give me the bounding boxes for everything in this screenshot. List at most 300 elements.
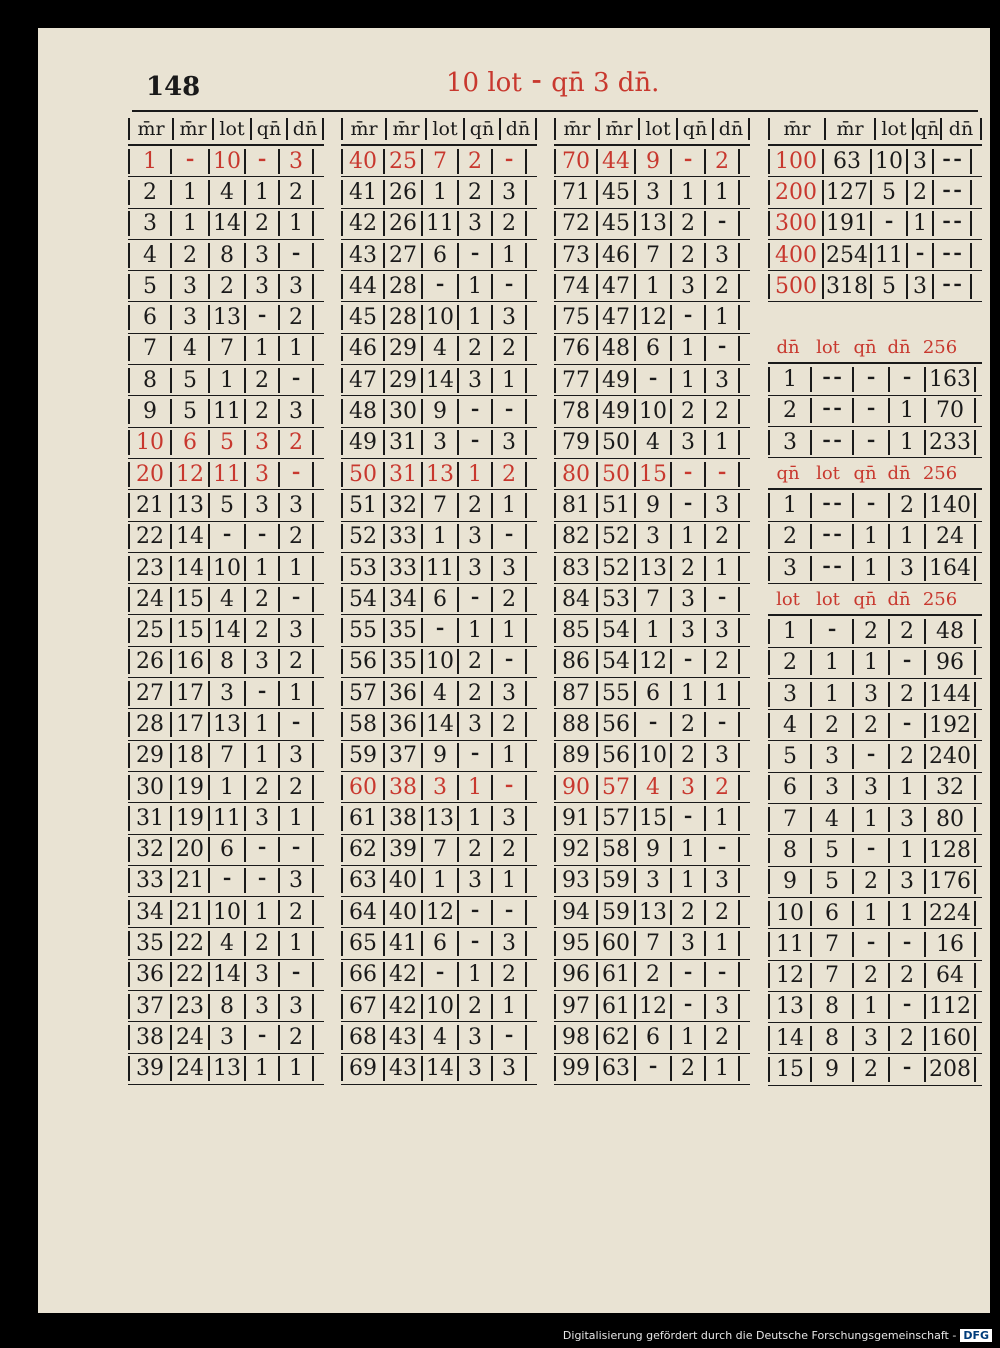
table-cell: 8 (128, 368, 170, 393)
table-cell: 2 (278, 430, 314, 455)
header-cell: qn̄ (250, 118, 286, 140)
table-cell: 9 (634, 837, 670, 862)
table-cell: 1 (670, 368, 704, 393)
table-cell: 36 (383, 681, 421, 706)
table-row (554, 615, 750, 646)
credit-text: Digitalisierung gefördert durch die Deutsche Forschungsgemeinschaft - (562, 1329, 957, 1342)
table-cell: 1 (852, 524, 888, 549)
table-cell: 2 (670, 900, 704, 925)
table-cell: ⁃ (870, 211, 906, 236)
table-cell: 10 (634, 399, 670, 424)
table-row (341, 928, 537, 959)
table-row (128, 428, 324, 459)
table-cell: 58 (596, 837, 634, 862)
table-cell: 3 (704, 743, 740, 768)
table-cell: ⁃ (208, 868, 244, 893)
table-cell: 79 (554, 430, 596, 455)
table-cell: 3 (634, 524, 670, 549)
table-cell: ⁃ (634, 1056, 670, 1081)
table-cell: 61 (596, 962, 634, 987)
table-cell: 55 (596, 681, 634, 706)
table-cell: 8 (208, 994, 244, 1019)
table-cell: ⁃ (670, 962, 704, 987)
table-row (768, 522, 982, 553)
table-row (128, 1022, 324, 1053)
table-row (341, 522, 537, 553)
header-cell: lot (638, 118, 676, 140)
table-cell: 48 (924, 619, 976, 644)
table-cell: 2 (704, 399, 740, 424)
table-cell: 80 (924, 807, 976, 832)
table-row (768, 773, 982, 804)
table-row (341, 240, 537, 271)
table-cell: 1 (906, 211, 932, 236)
table-cell: 4 (634, 430, 670, 455)
table-cell: 51 (341, 493, 383, 518)
table-cell: 25 (128, 618, 170, 643)
table-cell: 9 (128, 399, 170, 424)
table-cell: 2 (244, 368, 278, 393)
table-row (128, 991, 324, 1022)
table-cell: 1 (852, 556, 888, 581)
table-cell: 15 (768, 1057, 810, 1082)
table-cell: 1 (670, 837, 704, 862)
table-cell: 4 (421, 1025, 457, 1050)
table-cell: 24 (170, 1056, 208, 1081)
table-row (768, 396, 982, 427)
table-cell: 3 (888, 556, 924, 581)
table-column-1 (128, 114, 324, 1085)
column-header (768, 458, 982, 490)
table-cell: 3 (278, 274, 314, 299)
table-row (768, 427, 982, 458)
table-cell: 14 (208, 618, 244, 643)
table-cell: 11 (768, 932, 810, 957)
table-cell: 2 (128, 180, 170, 205)
table-cell: 1 (421, 180, 457, 205)
table-cell: 3 (768, 556, 810, 581)
table-cell: 9 (768, 869, 810, 894)
table-cell: 49 (596, 368, 634, 393)
table-cell: 6 (634, 336, 670, 361)
table-cell: 21 (170, 868, 208, 893)
table-cell: ⁃ (491, 149, 527, 174)
header-cell: lot (816, 462, 840, 484)
table-cell: 1 (670, 868, 704, 893)
table-cell: 27 (383, 243, 421, 268)
table-cell: 20 (170, 837, 208, 862)
table-row (128, 1054, 324, 1085)
table-cell: ⁃ (906, 243, 932, 268)
header-cell: lot (816, 588, 840, 610)
table-cell: 2 (244, 211, 278, 236)
table-row (554, 396, 750, 427)
table-cell: ⁃ (278, 962, 314, 987)
table-row (768, 710, 982, 741)
table-cell: ⁃ (888, 932, 924, 957)
table-cell: 6 (170, 430, 208, 455)
table-column-4 (768, 114, 982, 1086)
table-cell: 88 (554, 712, 596, 737)
page-heading: 10 lot ⁃ qn̄ 3 dn̄. (446, 68, 660, 98)
table-cell: 5 (128, 274, 170, 299)
table-cell: 4 (421, 681, 457, 706)
table-cell: 6 (634, 681, 670, 706)
table-cell: 14 (421, 368, 457, 393)
table-row (341, 459, 537, 490)
table-cell: 75 (554, 305, 596, 330)
table-cell: 70 (924, 398, 976, 423)
table-cell: ⁃ (634, 712, 670, 737)
table-cell: 1 (888, 398, 924, 423)
table-cell: 48 (596, 336, 634, 361)
table-cell: 73 (554, 243, 596, 268)
table-cell: 400 (768, 243, 822, 268)
table-cell: 1 (278, 1056, 314, 1081)
column-header (768, 114, 982, 146)
table-cell: 96 (924, 650, 976, 675)
table-row (128, 240, 324, 271)
table-row (768, 177, 982, 208)
table-row (554, 584, 750, 615)
table-cell: 38 (383, 775, 421, 800)
table-cell: 22 (170, 931, 208, 956)
table-cell: 84 (554, 587, 596, 612)
table-row (768, 961, 982, 992)
table-cell: 3 (208, 681, 244, 706)
table-cell: 6 (421, 931, 457, 956)
table-cell: 14 (208, 962, 244, 987)
table-cell: 2 (670, 712, 704, 737)
table-cell: 1 (810, 650, 852, 675)
table-cell: 140 (924, 493, 976, 518)
table-cell: 318 (822, 274, 870, 299)
table-cell: 20 (128, 462, 170, 487)
table-cell: 24 (128, 587, 170, 612)
table-cell: 3 (491, 305, 527, 330)
table-cell: 2 (634, 962, 670, 987)
table-cell: 4 (810, 807, 852, 832)
table-cell: 9 (421, 399, 457, 424)
table-cell: 13 (768, 994, 810, 1019)
table-cell: 56 (596, 712, 634, 737)
table-cell: 59 (596, 900, 634, 925)
table-cell: 254 (822, 243, 870, 268)
table-cell: 1 (457, 806, 491, 831)
table-cell: 1 (852, 650, 888, 675)
column-header (128, 114, 324, 146)
table-row (554, 146, 750, 177)
table-cell: 3 (244, 493, 278, 518)
table-cell: 3 (906, 149, 932, 174)
table-cell: ⁃ (491, 399, 527, 424)
table-cell: 2 (457, 994, 491, 1019)
table-cell: 3 (128, 211, 170, 236)
table-cell: 3 (244, 962, 278, 987)
table-cell: 6 (421, 587, 457, 612)
table-cell: ⁃⁃ (810, 430, 852, 455)
table-cell: 76 (554, 336, 596, 361)
header-cell: lot (816, 336, 840, 358)
table-cell: 43 (383, 1056, 421, 1081)
table-cell: 2 (208, 274, 244, 299)
table-row (341, 1022, 537, 1053)
table-cell: 4 (421, 336, 457, 361)
table-row (128, 396, 324, 427)
table-cell: 28 (383, 305, 421, 330)
table-cell: 3 (491, 931, 527, 956)
table-cell: ⁃ (704, 462, 740, 487)
header-cell: lot (212, 118, 250, 140)
table-cell: 47 (596, 305, 634, 330)
table-cell: 1 (278, 556, 314, 581)
table-cell: 7 (768, 807, 810, 832)
table-row (341, 960, 537, 991)
table-cell: 63 (596, 1056, 634, 1081)
header-cell: m̄r (128, 118, 172, 140)
table-cell: ⁃ (421, 962, 457, 987)
table-cell: 1 (634, 274, 670, 299)
table-cell: 112 (924, 994, 976, 1019)
table-row (128, 365, 324, 396)
table-cell: 1 (170, 180, 208, 205)
table-cell: 2 (888, 619, 924, 644)
table-cell: 1 (170, 211, 208, 236)
table-cell: 3 (852, 775, 888, 800)
table-cell: 46 (596, 243, 634, 268)
header-cell: m̄r (768, 118, 824, 140)
table-cell: 3 (670, 775, 704, 800)
table-cell: 58 (341, 712, 383, 737)
table-cell: 1 (704, 931, 740, 956)
table-cell: 2 (670, 243, 704, 268)
table-cell: 10 (768, 901, 810, 926)
table-cell: 89 (554, 743, 596, 768)
table-cell: 63 (822, 149, 870, 174)
table-cell: 7 (208, 336, 244, 361)
table-cell: 3 (244, 274, 278, 299)
table-cell: 3 (670, 587, 704, 612)
table-column-2 (341, 114, 537, 1085)
table-cell: 1 (491, 868, 527, 893)
table-cell: ⁃ (421, 618, 457, 643)
table-cell: 52 (596, 556, 634, 581)
table-cell: 1 (457, 775, 491, 800)
table-cell: 80 (554, 462, 596, 487)
table-cell: 52 (341, 524, 383, 549)
table-row (768, 553, 982, 584)
table-cell: 26 (383, 211, 421, 236)
table-cell: 1 (244, 743, 278, 768)
header-cell: m̄r (385, 118, 425, 140)
table-cell: ⁃⁃ (932, 243, 972, 268)
table-cell: 176 (924, 869, 976, 894)
table-row (341, 396, 537, 427)
table-cell: 94 (554, 900, 596, 925)
table-cell: 1 (491, 743, 527, 768)
table-cell: 1 (704, 556, 740, 581)
table-cell: 10 (208, 556, 244, 581)
table-row (341, 428, 537, 459)
table-cell: 62 (341, 837, 383, 862)
table-cell: 1 (888, 838, 924, 863)
table-cell: 14 (170, 556, 208, 581)
table-cell: ⁃ (457, 900, 491, 925)
table-row (768, 679, 982, 710)
table-cell: 50 (596, 430, 634, 455)
table-cell: 22 (128, 524, 170, 549)
table-cell: 3 (457, 556, 491, 581)
table-cell: ⁃ (852, 398, 888, 423)
table-cell: 7 (128, 336, 170, 361)
table-cell: 30 (383, 399, 421, 424)
table-cell: ⁃ (704, 336, 740, 361)
table-row (128, 146, 324, 177)
table-cell: 2 (244, 399, 278, 424)
table-cell: 2 (457, 336, 491, 361)
table-cell: 12 (634, 305, 670, 330)
table-cell: 2 (852, 619, 888, 644)
table-cell: 14 (768, 1026, 810, 1051)
column-header (554, 114, 750, 146)
table-cell: 2 (457, 493, 491, 518)
table-cell: 45 (596, 211, 634, 236)
table-cell: ⁃⁃ (810, 556, 852, 581)
table-cell: 39 (383, 837, 421, 862)
table-cell: 2 (704, 1025, 740, 1050)
table-cell: 3 (170, 305, 208, 330)
table-cell: 191 (822, 211, 870, 236)
table-cell: 1 (704, 305, 740, 330)
table-cell: 13 (208, 1056, 244, 1081)
table-row (554, 177, 750, 208)
table-cell: ⁃⁃ (810, 493, 852, 518)
table-cell: 95 (554, 931, 596, 956)
table-cell: 3 (457, 368, 491, 393)
table-cell: 3 (491, 430, 527, 455)
table-cell: 90 (554, 775, 596, 800)
table-cell: 2 (768, 524, 810, 549)
table-cell: 8 (208, 649, 244, 674)
header-cell: m̄r (172, 118, 212, 140)
table-cell: 33 (383, 524, 421, 549)
table-row (554, 897, 750, 928)
table-cell: 3 (244, 430, 278, 455)
table-cell: 16 (924, 932, 976, 957)
table-cell: 13 (170, 493, 208, 518)
table-cell: 7 (634, 931, 670, 956)
table-row (554, 553, 750, 584)
table-cell: 66 (341, 962, 383, 987)
table-cell: 39 (128, 1056, 170, 1081)
table-cell: 11 (208, 806, 244, 831)
table-cell: 3 (704, 618, 740, 643)
table-cell: 2 (888, 744, 924, 769)
table-cell: 5 (170, 368, 208, 393)
table-cell: ⁃ (704, 712, 740, 737)
table-cell: 1 (491, 618, 527, 643)
table-cell: 2 (170, 243, 208, 268)
table-cell: ⁃ (852, 932, 888, 957)
table-cell: 6 (208, 837, 244, 862)
table-cell: 160 (924, 1026, 976, 1051)
table-cell: 1 (421, 868, 457, 893)
table-cell: ⁃ (670, 305, 704, 330)
table-cell: 60 (596, 931, 634, 956)
table-row (554, 678, 750, 709)
table-cell: 36 (128, 962, 170, 987)
table-cell: 53 (341, 556, 383, 581)
table-cell: 1 (852, 901, 888, 926)
table-cell: 42 (383, 962, 421, 987)
header-cell: m̄r (341, 118, 385, 140)
table-cell: 1 (768, 619, 810, 644)
table-cell: 36 (383, 712, 421, 737)
table-cell: 15 (170, 618, 208, 643)
table-row (128, 334, 324, 365)
table-cell: 2 (670, 211, 704, 236)
table-row (341, 271, 537, 302)
table-row (341, 897, 537, 928)
table-cell: ⁃⁃ (932, 211, 972, 236)
table-cell: 3 (457, 868, 491, 893)
table-cell: ⁃ (244, 837, 278, 862)
table-cell: 1 (491, 368, 527, 393)
table-cell: 28 (383, 274, 421, 299)
table-cell: 1 (768, 367, 810, 392)
table-cell: ⁃⁃ (810, 398, 852, 423)
table-cell: 13 (421, 806, 457, 831)
table-cell: 1 (457, 305, 491, 330)
table-row (554, 1022, 750, 1053)
table-cell: 23 (170, 994, 208, 1019)
table-cell: 3 (457, 1056, 491, 1081)
column-header (768, 584, 982, 616)
table-cell: 57 (341, 681, 383, 706)
table-cell: ⁃ (457, 430, 491, 455)
table-cell: 2 (906, 180, 932, 205)
table-cell: 43 (341, 243, 383, 268)
table-cell: 1 (457, 462, 491, 487)
table-cell: 2 (278, 900, 314, 925)
table-cell: 54 (341, 587, 383, 612)
table-cell: ⁃ (852, 744, 888, 769)
table-cell: 10 (870, 149, 906, 174)
table-cell: 1 (704, 806, 740, 831)
table-cell: 29 (383, 368, 421, 393)
table-cell: ⁃ (704, 837, 740, 862)
table-cell: 4 (208, 587, 244, 612)
table-row (128, 177, 324, 208)
table-column-3 (554, 114, 750, 1085)
table-row (128, 271, 324, 302)
header-cell: dn̄ (887, 588, 911, 610)
table-cell: ⁃ (852, 367, 888, 392)
table-row (128, 803, 324, 834)
table-cell: 49 (341, 430, 383, 455)
table-cell: 2 (670, 743, 704, 768)
table-cell: 3 (810, 744, 852, 769)
table-cell: 23 (128, 556, 170, 581)
table-cell: 3 (634, 180, 670, 205)
table-row (341, 709, 537, 740)
table-cell: 5 (870, 274, 906, 299)
table-row (128, 772, 324, 803)
table-cell: 3 (704, 243, 740, 268)
table-cell: 1 (457, 618, 491, 643)
table-cell: 29 (383, 336, 421, 361)
table-cell: 3 (670, 618, 704, 643)
